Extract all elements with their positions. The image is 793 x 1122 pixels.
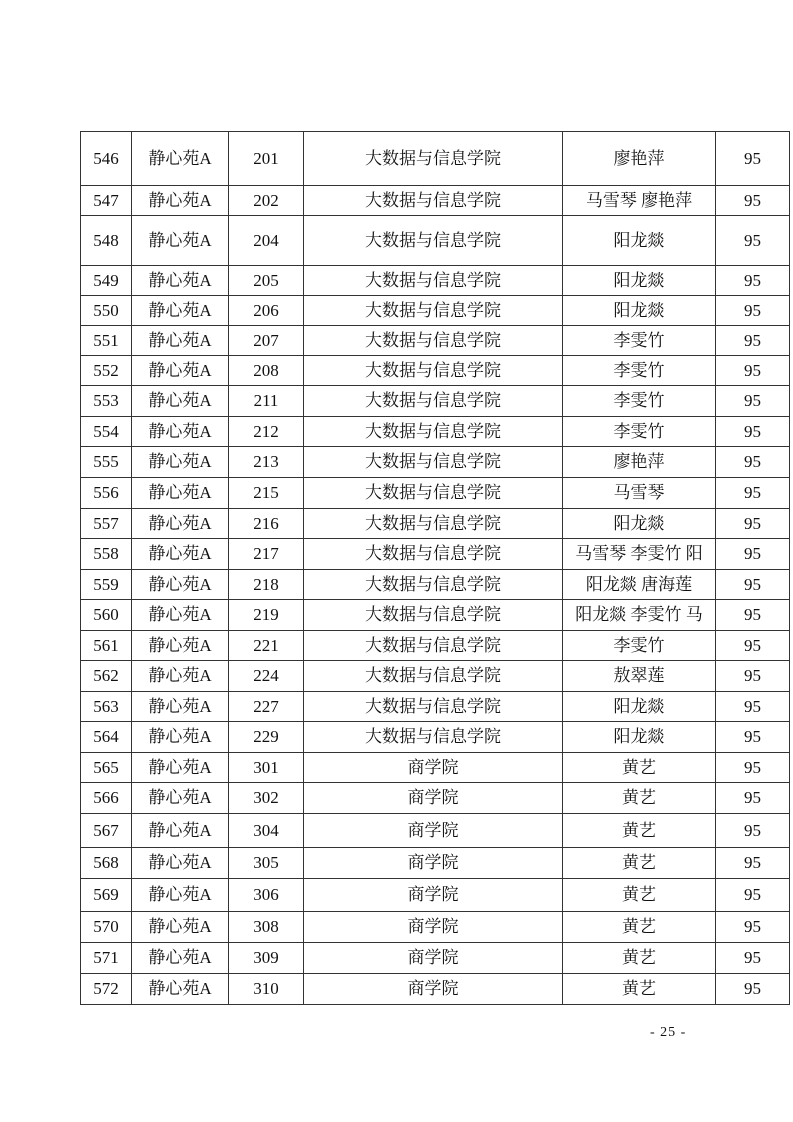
score-cell: 95 — [716, 326, 790, 356]
score-cell: 95 — [716, 974, 790, 1005]
contact-person-cell: 黄艺 — [563, 848, 716, 879]
building-cell: 静心苑A — [132, 692, 229, 722]
table-row — [81, 509, 790, 539]
building-cell: 静心苑A — [132, 879, 229, 912]
score-cell: 95 — [716, 417, 790, 447]
college-cell: 大数据与信息学院 — [304, 266, 563, 296]
row-number-cell: 560 — [81, 600, 132, 631]
table-row — [81, 879, 790, 912]
building-cell: 静心苑A — [132, 814, 229, 848]
contact-person-cell: 廖艳萍 — [563, 447, 716, 478]
contact-person-cell: 李雯竹 — [563, 356, 716, 386]
room-cell: 221 — [229, 631, 304, 661]
building-cell: 静心苑A — [132, 266, 229, 296]
table-row — [81, 478, 790, 509]
score-cell: 95 — [716, 539, 790, 570]
score-cell: 95 — [716, 356, 790, 386]
table-row — [81, 326, 790, 356]
building-cell: 静心苑A — [132, 753, 229, 783]
contact-person-cell: 马雪琴 — [563, 478, 716, 509]
score-cell: 95 — [716, 386, 790, 417]
table-row — [81, 722, 790, 753]
score-cell: 95 — [716, 447, 790, 478]
room-cell: 204 — [229, 216, 304, 266]
row-number-cell: 550 — [81, 296, 132, 326]
room-cell: 304 — [229, 814, 304, 848]
contact-person-cell: 黄艺 — [563, 943, 716, 974]
building-cell: 静心苑A — [132, 722, 229, 753]
room-cell: 201 — [229, 132, 304, 186]
college-cell: 大数据与信息学院 — [304, 692, 563, 722]
row-number-cell: 557 — [81, 509, 132, 539]
contact-person-cell: 阳龙燚 — [563, 692, 716, 722]
building-cell: 静心苑A — [132, 539, 229, 570]
room-cell: 310 — [229, 974, 304, 1005]
table-row — [81, 692, 790, 722]
row-number-cell: 567 — [81, 814, 132, 848]
room-cell: 219 — [229, 600, 304, 631]
table-row — [81, 570, 790, 600]
room-cell: 207 — [229, 326, 304, 356]
contact-person-cell: 阳龙燚 — [563, 509, 716, 539]
table-row — [81, 417, 790, 447]
building-cell: 静心苑A — [132, 132, 229, 186]
score-cell: 95 — [716, 692, 790, 722]
college-cell: 大数据与信息学院 — [304, 186, 563, 216]
room-cell: 211 — [229, 386, 304, 417]
row-number-cell: 548 — [81, 216, 132, 266]
row-number-cell: 568 — [81, 848, 132, 879]
row-number-cell: 565 — [81, 753, 132, 783]
score-cell: 95 — [716, 570, 790, 600]
contact-person-cell: 阳龙燚 李雯竹 马 — [563, 600, 716, 631]
table-row — [81, 912, 790, 943]
dormitory-score-table — [80, 131, 790, 1005]
row-number-cell: 564 — [81, 722, 132, 753]
contact-person-cell: 马雪琴 廖艳萍 — [563, 186, 716, 216]
table-row — [81, 386, 790, 417]
score-cell: 95 — [716, 879, 790, 912]
college-cell: 商学院 — [304, 753, 563, 783]
room-cell: 308 — [229, 912, 304, 943]
college-cell: 大数据与信息学院 — [304, 356, 563, 386]
room-cell: 215 — [229, 478, 304, 509]
college-cell: 大数据与信息学院 — [304, 722, 563, 753]
college-cell: 商学院 — [304, 783, 563, 814]
contact-person-cell: 李雯竹 — [563, 386, 716, 417]
building-cell: 静心苑A — [132, 912, 229, 943]
contact-person-cell: 黄艺 — [563, 879, 716, 912]
building-cell: 静心苑A — [132, 600, 229, 631]
contact-person-cell: 阳龙燚 — [563, 216, 716, 266]
contact-person-cell: 李雯竹 — [563, 417, 716, 447]
score-cell: 95 — [716, 722, 790, 753]
row-number-cell: 555 — [81, 447, 132, 478]
row-number-cell: 559 — [81, 570, 132, 600]
building-cell: 静心苑A — [132, 631, 229, 661]
building-cell: 静心苑A — [132, 661, 229, 692]
table-row — [81, 631, 790, 661]
score-cell: 95 — [716, 216, 790, 266]
contact-person-cell: 黄艺 — [563, 814, 716, 848]
contact-person-cell: 黄艺 — [563, 753, 716, 783]
contact-person-cell: 马雪琴 李雯竹 阳 — [563, 539, 716, 570]
table-row — [81, 783, 790, 814]
college-cell: 大数据与信息学院 — [304, 539, 563, 570]
contact-person-cell: 黄艺 — [563, 912, 716, 943]
college-cell: 大数据与信息学院 — [304, 600, 563, 631]
college-cell: 大数据与信息学院 — [304, 661, 563, 692]
table-row — [81, 216, 790, 266]
building-cell: 静心苑A — [132, 570, 229, 600]
score-cell: 95 — [716, 912, 790, 943]
row-number-cell: 553 — [81, 386, 132, 417]
table-row — [81, 814, 790, 848]
score-cell: 95 — [716, 600, 790, 631]
score-cell: 95 — [716, 783, 790, 814]
row-number-cell: 558 — [81, 539, 132, 570]
building-cell: 静心苑A — [132, 509, 229, 539]
table-row — [81, 600, 790, 631]
table-row — [81, 447, 790, 478]
building-cell: 静心苑A — [132, 356, 229, 386]
contact-person-cell: 阳龙燚 — [563, 266, 716, 296]
college-cell: 大数据与信息学院 — [304, 386, 563, 417]
building-cell: 静心苑A — [132, 478, 229, 509]
room-cell: 205 — [229, 266, 304, 296]
room-cell: 224 — [229, 661, 304, 692]
college-cell: 大数据与信息学院 — [304, 326, 563, 356]
contact-person-cell: 敖翠莲 — [563, 661, 716, 692]
college-cell: 商学院 — [304, 848, 563, 879]
row-number-cell: 556 — [81, 478, 132, 509]
row-number-cell: 563 — [81, 692, 132, 722]
table-row — [81, 296, 790, 326]
table-row — [81, 661, 790, 692]
college-cell: 大数据与信息学院 — [304, 631, 563, 661]
row-number-cell: 549 — [81, 266, 132, 296]
room-cell: 302 — [229, 783, 304, 814]
building-cell: 静心苑A — [132, 943, 229, 974]
college-cell: 商学院 — [304, 974, 563, 1005]
contact-person-cell: 李雯竹 — [563, 631, 716, 661]
college-cell: 大数据与信息学院 — [304, 478, 563, 509]
college-cell: 商学院 — [304, 814, 563, 848]
building-cell: 静心苑A — [132, 447, 229, 478]
contact-person-cell: 李雯竹 — [563, 326, 716, 356]
room-cell: 206 — [229, 296, 304, 326]
contact-person-cell: 阳龙燚 — [563, 722, 716, 753]
college-cell: 大数据与信息学院 — [304, 132, 563, 186]
table-row — [81, 974, 790, 1005]
building-cell: 静心苑A — [132, 216, 229, 266]
contact-person-cell: 黄艺 — [563, 974, 716, 1005]
college-cell: 商学院 — [304, 879, 563, 912]
score-cell: 95 — [716, 296, 790, 326]
contact-person-cell: 阳龙燚 — [563, 296, 716, 326]
score-cell: 95 — [716, 943, 790, 974]
row-number-cell: 569 — [81, 879, 132, 912]
row-number-cell: 546 — [81, 132, 132, 186]
building-cell: 静心苑A — [132, 186, 229, 216]
table-row — [81, 848, 790, 879]
row-number-cell: 551 — [81, 326, 132, 356]
room-cell: 212 — [229, 417, 304, 447]
college-cell: 商学院 — [304, 912, 563, 943]
score-cell: 95 — [716, 186, 790, 216]
room-cell: 217 — [229, 539, 304, 570]
score-cell: 95 — [716, 509, 790, 539]
score-cell: 95 — [716, 814, 790, 848]
score-cell: 95 — [716, 132, 790, 186]
building-cell: 静心苑A — [132, 783, 229, 814]
contact-person-cell: 廖艳萍 — [563, 132, 716, 186]
row-number-cell: 570 — [81, 912, 132, 943]
page-number: - 25 - — [650, 1025, 687, 1040]
room-cell: 227 — [229, 692, 304, 722]
score-cell: 95 — [716, 661, 790, 692]
row-number-cell: 552 — [81, 356, 132, 386]
contact-person-cell: 阳龙燚 唐海莲 — [563, 570, 716, 600]
table-row — [81, 943, 790, 974]
score-cell: 95 — [716, 478, 790, 509]
row-number-cell: 566 — [81, 783, 132, 814]
building-cell: 静心苑A — [132, 417, 229, 447]
room-cell: 216 — [229, 509, 304, 539]
college-cell: 大数据与信息学院 — [304, 296, 563, 326]
room-cell: 202 — [229, 186, 304, 216]
room-cell: 213 — [229, 447, 304, 478]
college-cell: 大数据与信息学院 — [304, 417, 563, 447]
score-cell: 95 — [716, 631, 790, 661]
score-cell: 95 — [716, 753, 790, 783]
room-cell: 218 — [229, 570, 304, 600]
college-cell: 大数据与信息学院 — [304, 447, 563, 478]
row-number-cell: 562 — [81, 661, 132, 692]
table-row — [81, 132, 790, 186]
table-body — [81, 132, 790, 1005]
college-cell: 大数据与信息学院 — [304, 570, 563, 600]
college-cell: 大数据与信息学院 — [304, 216, 563, 266]
score-cell: 95 — [716, 266, 790, 296]
score-cell: 95 — [716, 848, 790, 879]
contact-person-cell: 黄艺 — [563, 783, 716, 814]
building-cell: 静心苑A — [132, 848, 229, 879]
building-cell: 静心苑A — [132, 974, 229, 1005]
table-row — [81, 186, 790, 216]
table-row — [81, 266, 790, 296]
college-cell: 商学院 — [304, 943, 563, 974]
row-number-cell: 572 — [81, 974, 132, 1005]
room-cell: 229 — [229, 722, 304, 753]
table-row — [81, 356, 790, 386]
building-cell: 静心苑A — [132, 326, 229, 356]
room-cell: 208 — [229, 356, 304, 386]
room-cell: 305 — [229, 848, 304, 879]
table-row — [81, 539, 790, 570]
row-number-cell: 561 — [81, 631, 132, 661]
room-cell: 301 — [229, 753, 304, 783]
room-cell: 306 — [229, 879, 304, 912]
row-number-cell: 571 — [81, 943, 132, 974]
row-number-cell: 554 — [81, 417, 132, 447]
building-cell: 静心苑A — [132, 386, 229, 417]
building-cell: 静心苑A — [132, 296, 229, 326]
table-row — [81, 753, 790, 783]
college-cell: 大数据与信息学院 — [304, 509, 563, 539]
row-number-cell: 547 — [81, 186, 132, 216]
room-cell: 309 — [229, 943, 304, 974]
